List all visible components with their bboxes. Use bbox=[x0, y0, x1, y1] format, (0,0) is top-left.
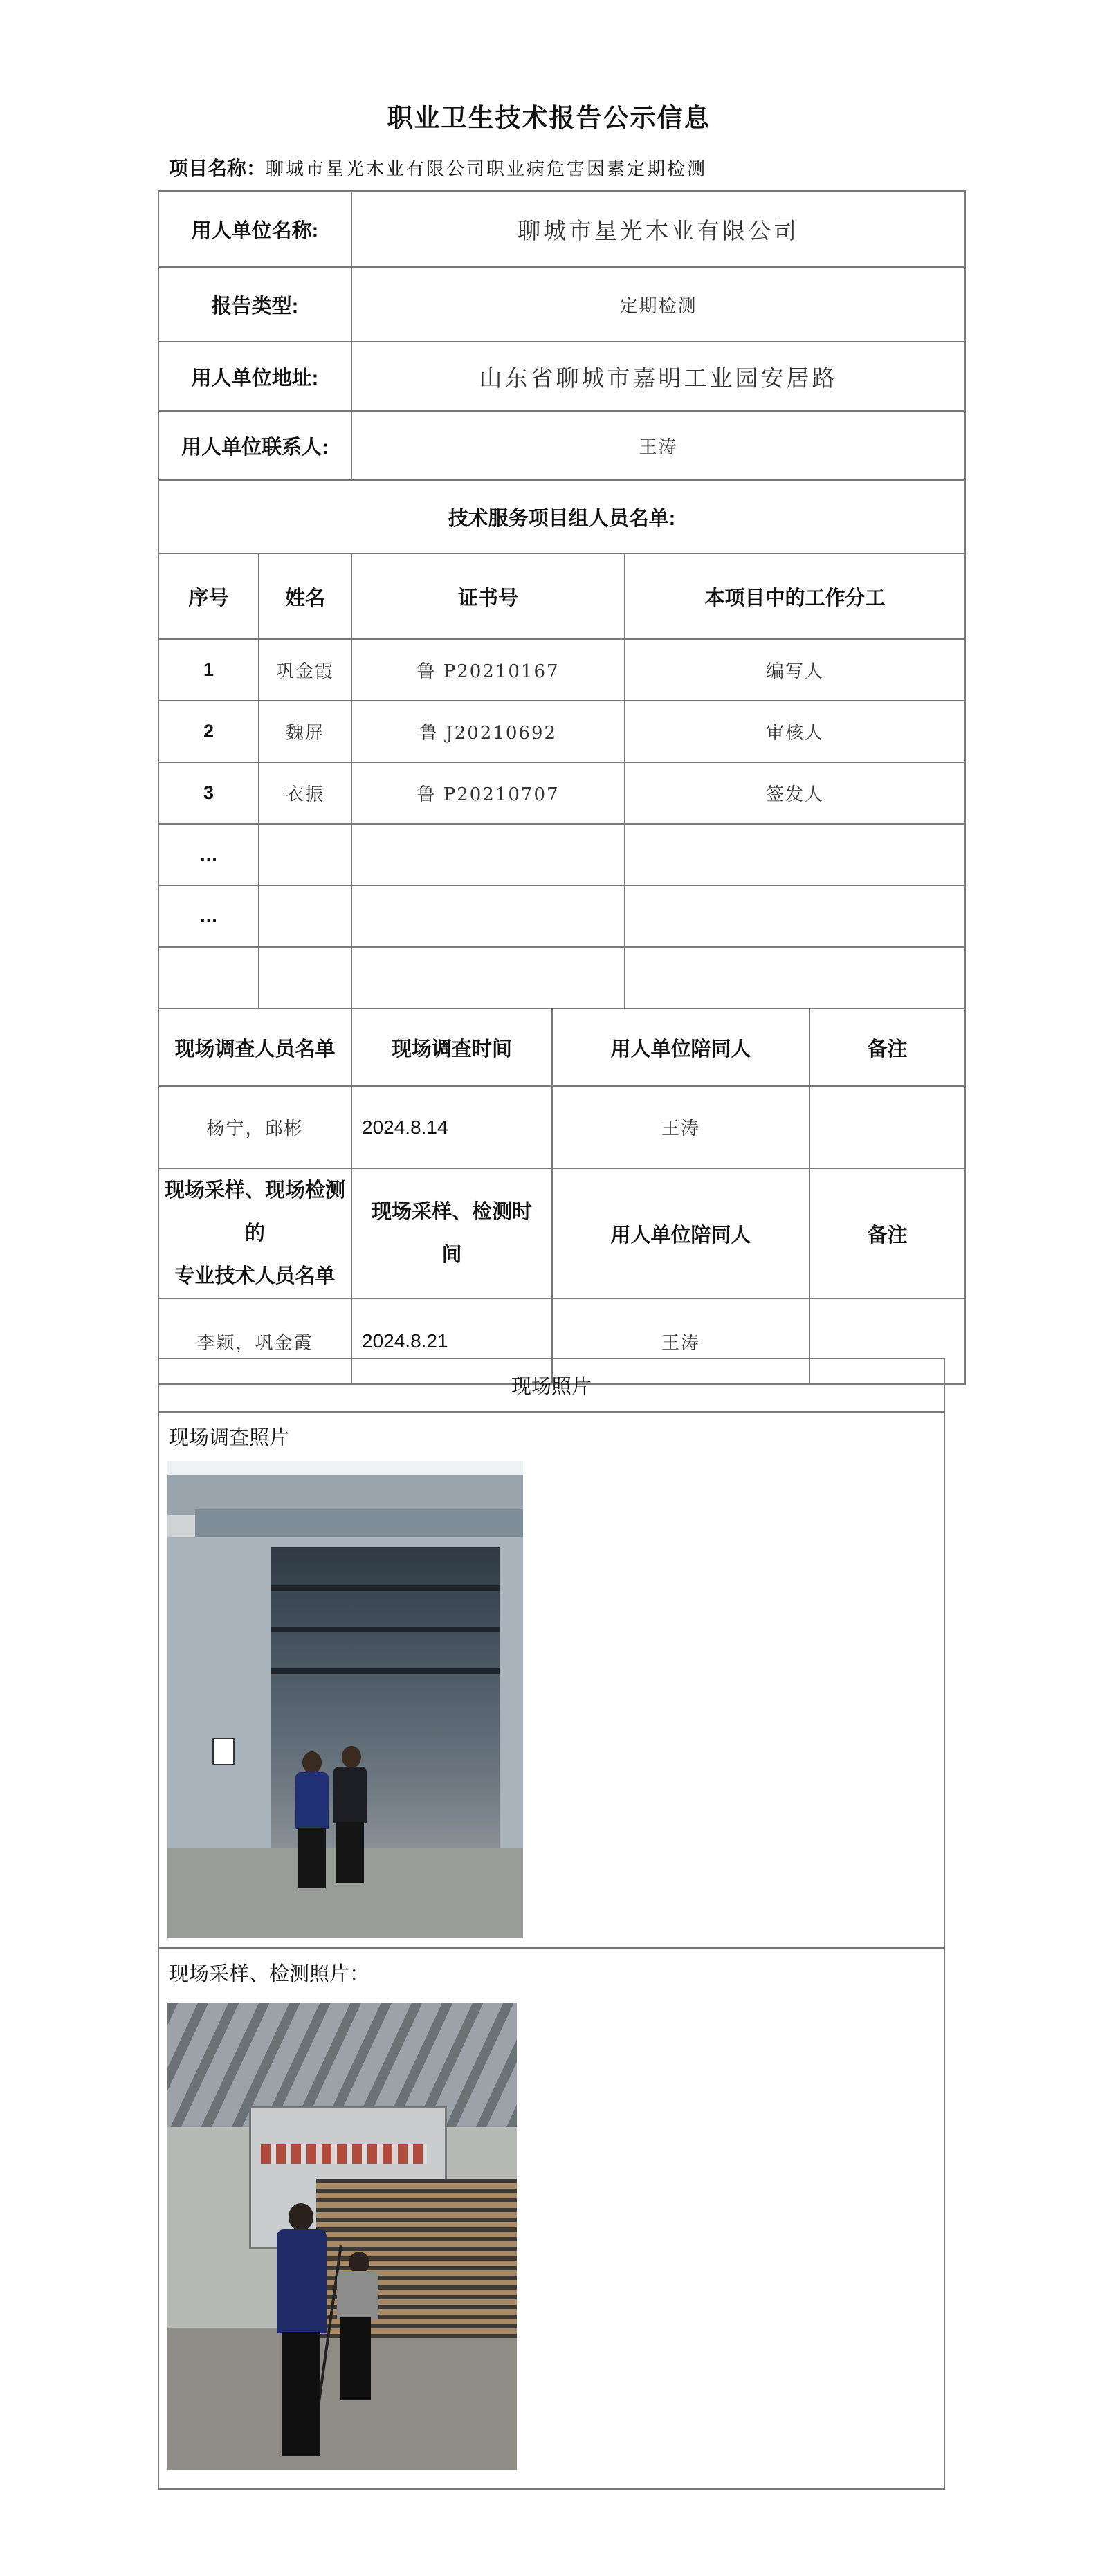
survey-photo bbox=[167, 1461, 523, 1938]
sampling-header-row bbox=[158, 1168, 965, 1298]
person-torso bbox=[277, 2229, 327, 2333]
survey-remark bbox=[809, 1086, 965, 1168]
sampling-staff: 李颖，巩金霞 bbox=[158, 1298, 351, 1384]
photos-heading: 现场照片 bbox=[158, 1359, 944, 1412]
photo-beam bbox=[271, 1585, 500, 1591]
team-row-no: 3 bbox=[158, 762, 259, 824]
sampling-photo-label: 现场采样、检测照片： bbox=[169, 1963, 370, 1985]
survey-header-time: 现场调查时间 bbox=[351, 1009, 552, 1086]
sampling-header-time-line2: 间 bbox=[441, 1244, 462, 1266]
team-row-cert bbox=[351, 885, 625, 947]
project-line bbox=[169, 154, 707, 181]
person-head bbox=[342, 1746, 361, 1768]
team-row-role: 审核人 bbox=[625, 701, 965, 762]
team-row-role bbox=[625, 824, 965, 885]
person-head bbox=[302, 1751, 322, 1774]
team-header-row bbox=[158, 553, 965, 639]
employer-name-value: 聊城市星光木业有限公司 bbox=[351, 191, 965, 267]
team-heading-row bbox=[158, 480, 965, 553]
team-row-role: 编写人 bbox=[625, 639, 965, 701]
report-type-value: 定期检测 bbox=[351, 267, 965, 342]
sampling-header-staff-line1: 现场采样、现场检测的 bbox=[165, 1179, 346, 1244]
team-row-no bbox=[158, 947, 259, 1009]
sampling-header-time-line1: 现场采样、检测时 bbox=[372, 1201, 533, 1223]
team-row-name bbox=[259, 947, 351, 1009]
survey-photo-section bbox=[158, 1412, 944, 1948]
team-row-role bbox=[625, 947, 965, 1009]
report-type-row bbox=[158, 267, 965, 342]
project-value: 聊城市星光木业有限公司职业病危害因素定期检测 bbox=[266, 159, 708, 180]
photo-beam bbox=[271, 1627, 500, 1632]
survey-escort: 王涛 bbox=[552, 1086, 809, 1168]
address-label: 用人单位地址: bbox=[158, 342, 351, 411]
sampling-header-remark: 备注 bbox=[809, 1168, 965, 1298]
team-row bbox=[158, 762, 965, 824]
sampling-photo-section bbox=[158, 1948, 944, 2489]
person-legs bbox=[340, 2317, 371, 2400]
team-heading: 技术服务项目组人员名单: bbox=[158, 480, 965, 553]
contact-label: 用人单位联系人: bbox=[158, 411, 351, 480]
sampling-header-staff-line2: 专业技术人员名单 bbox=[174, 1265, 336, 1287]
team-row bbox=[158, 824, 965, 885]
team-row-role bbox=[625, 885, 965, 947]
sampling-header-time bbox=[351, 1168, 552, 1298]
sampling-escort: 王涛 bbox=[552, 1298, 809, 1384]
sampling-header-staff bbox=[158, 1168, 351, 1298]
person-torso bbox=[337, 2271, 378, 2319]
team-row bbox=[158, 701, 965, 762]
team-row-cert: 鲁 J20210692 bbox=[351, 701, 625, 762]
team-row-cert: 鲁 P20210167 bbox=[351, 639, 625, 701]
employer-name-row bbox=[158, 191, 965, 267]
photo-awning bbox=[195, 1509, 523, 1537]
address-value: 山东省聊城市嘉明工业园安居路 bbox=[351, 342, 965, 411]
address-row bbox=[158, 342, 965, 411]
site-photos-table bbox=[158, 1358, 945, 2490]
project-label: 项目名称： bbox=[169, 158, 266, 179]
team-row-cert bbox=[351, 824, 625, 885]
survey-header-staff: 现场调查人员名单 bbox=[158, 1009, 351, 1086]
survey-row bbox=[158, 1086, 965, 1168]
sampling-photo bbox=[167, 2003, 517, 2470]
team-row-name: 魏屏 bbox=[259, 701, 351, 762]
survey-header-row bbox=[158, 1009, 965, 1086]
photo-sign bbox=[212, 1738, 235, 1765]
survey-header-escort: 用人单位陪同人 bbox=[552, 1009, 809, 1086]
team-header-cert: 证书号 bbox=[351, 553, 625, 639]
report-info-table bbox=[158, 190, 966, 1385]
survey-staff: 杨宁，邱彬 bbox=[158, 1086, 351, 1168]
team-row-no: … bbox=[158, 824, 259, 885]
person-legs bbox=[298, 1828, 326, 1888]
team-row-cert: 鲁 P20210707 bbox=[351, 762, 625, 824]
team-header-no: 序号 bbox=[158, 553, 259, 639]
survey-photo-label: 现场调查照片 bbox=[169, 1427, 290, 1449]
survey-time: 2024.8.14 bbox=[351, 1086, 552, 1168]
report-type-label: 报告类型: bbox=[158, 267, 351, 342]
team-row bbox=[158, 885, 965, 947]
photos-heading-row bbox=[158, 1359, 944, 1412]
team-row-name bbox=[259, 885, 351, 947]
survey-header-remark: 备注 bbox=[809, 1009, 965, 1086]
team-row-role: 签发人 bbox=[625, 762, 965, 824]
page-title: 职业卫生技术报告公示信息 bbox=[387, 104, 711, 132]
sampling-photo-cell bbox=[158, 1948, 944, 2489]
team-row-name: 衣振 bbox=[259, 762, 351, 824]
contact-row bbox=[158, 411, 965, 480]
photo-beam bbox=[271, 1668, 500, 1674]
person-legs bbox=[336, 1822, 364, 1883]
sampling-time: 2024.8.21 bbox=[351, 1298, 552, 1384]
team-row bbox=[158, 639, 965, 701]
person-torso bbox=[295, 1772, 329, 1829]
survey-photo-cell bbox=[158, 1412, 944, 1948]
team-row bbox=[158, 947, 965, 1009]
team-row-no: … bbox=[158, 885, 259, 947]
team-header-role: 本项目中的工作分工 bbox=[625, 553, 965, 639]
team-header-name: 姓名 bbox=[259, 553, 351, 639]
sampling-header-escort: 用人单位陪同人 bbox=[552, 1168, 809, 1298]
team-row-cert bbox=[351, 947, 625, 1009]
contact-value: 王涛 bbox=[351, 411, 965, 480]
person-legs bbox=[282, 2332, 320, 2456]
person-head bbox=[289, 2203, 313, 2231]
person-torso bbox=[333, 1767, 367, 1823]
team-row-name: 巩金霞 bbox=[259, 639, 351, 701]
team-row-no: 1 bbox=[158, 639, 259, 701]
team-row-no: 2 bbox=[158, 701, 259, 762]
photo-vents bbox=[261, 2144, 427, 2164]
employer-name-label: 用人单位名称: bbox=[158, 191, 351, 267]
team-row-name bbox=[259, 824, 351, 885]
